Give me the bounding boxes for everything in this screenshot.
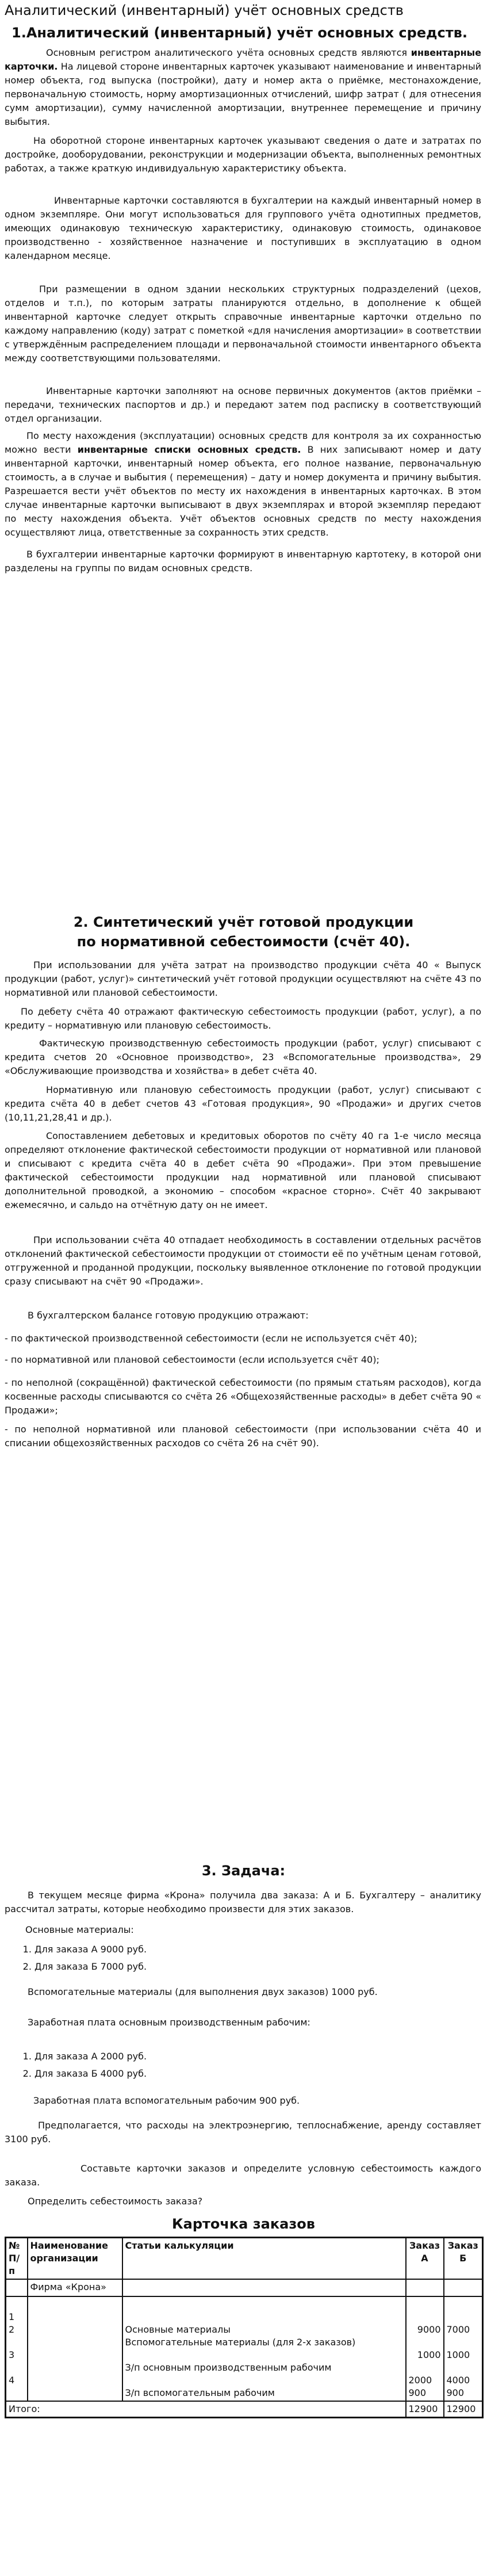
- task-question: Определить себестоимость заказа?: [28, 2196, 203, 2207]
- section1-paragraph-1: [5, 46, 481, 129]
- paragraph-text: В бухгалтерии инвентарные карточки формируют в инвентарную картотеку, в которой они разделены на группы по видам основных средств.: [5, 549, 481, 574]
- firm-name: Фирма «Крона»: [28, 2279, 122, 2296]
- row-item: Основные материалы: [125, 2324, 231, 2335]
- order-a-value: 9000: [417, 2324, 441, 2335]
- section3-heading: 3. Задача:: [201, 1863, 286, 1879]
- table-cell: [122, 2279, 406, 2296]
- aux-materials: Вспомогательные материалы (для выполнения двух заказов) 1000 руб.: [28, 1986, 378, 1997]
- header-order-b: Заказ Б: [444, 2238, 483, 2280]
- order-b-value: 1000: [446, 2349, 470, 2360]
- table-row: [6, 2296, 483, 2401]
- section2-paragraph-4: Нормативную или плановую себестоимость продукции (работ, услуг) списывают с кредита счёта 40 в дебет счетов 43 «Готовая продукция», 90 «Продажи» и других счетов (10,11,21,28,41 и др.).: [5, 1084, 481, 1123]
- table-row: [6, 2279, 483, 2296]
- paragraph-text: Инвентарные карточки составляются в бухгалтерии на каждый инвентарный номер в одном экземпляре. Они могут использоваться для группового учёта однотипных предметов, имеющих одинаковую техническую характеристику, одинаковую стоимость, одинаковое производственно - хозяйственное назначение и поступивших в эксплуатацию в одном календарном месяце.: [5, 195, 481, 261]
- section1-paragraph-6: [5, 429, 481, 540]
- paragraph-text: Основным регистром аналитического учёта основных средств являются: [46, 47, 411, 58]
- section1-paragraph-7: [5, 548, 481, 575]
- section2-heading: [0, 912, 487, 951]
- paragraph-text: В них записывают номер и дату инвентарной карточки, инвентарный номер объекта, его полное название, первоначальную стоимость, а в случае и выбытия ( перемещения) – дату и номер документа и причину выбытия. Разрешается вести учёт объектов по месту их нахождения в инвентарных карточках. В этом случае инвентарные карточки выписывают в двух экземплярах и второй экземпляр передают по месту нахождения объекта. Учёт объектов основных средств по месту нахождения осуществляют лица, ответственные за сохранность этих средств.: [5, 444, 482, 538]
- row-num: 4: [9, 2375, 15, 2386]
- order-b-value: 900: [446, 2387, 465, 2398]
- section1-paragraph-3: [5, 194, 481, 263]
- section2-paragraph-6: При использовании счёта 40 отпадает необходимость в составлении отдельных расчётов отклонений фактической себестоимости продукции от стоимости её по учётным ценам готовой, отгруженной и проданной продукции, поскольку выявленное отклонение по готовой продукции сразу списывают на счёт 90 «Продажи».: [5, 1235, 481, 1287]
- materials-label: Основные материалы:: [25, 1924, 134, 1935]
- row-item: З/п основным производственным рабочим: [125, 2362, 332, 2373]
- task-intro: В текущем месяце фирма «Крона» получила два заказа: А и Б. Бухгалтеру – аналитику рассчитал затраты, которые необходимо произвести для этих заказов.: [5, 1890, 481, 1914]
- total-row: [6, 2401, 483, 2418]
- total-label: Итого:: [6, 2401, 406, 2418]
- bold-term: инвентарные списки основных средств.: [77, 444, 301, 455]
- list-item: 2. Для заказа Б 4000 руб.: [34, 2065, 147, 2082]
- section1-paragraph-5: [5, 384, 481, 426]
- section1-heading: 1.Аналитический (инвентарный) учёт основных средств.: [11, 25, 467, 41]
- aux-wages: Заработная плата вспомогательным рабочим 900 руб.: [33, 2095, 300, 2106]
- order-a-values: [406, 2296, 444, 2401]
- total-order-a: 12900: [406, 2401, 444, 2418]
- balance-item: - по неполной нормативной или плановой себестоимости (при использовании счёта 40 и списании общехозяйственных расходов со счёта 26 на счёт 90).: [5, 1424, 481, 1448]
- total-order-b: 12900: [444, 2401, 483, 2418]
- header-items: Статьи калькуляции: [122, 2238, 406, 2280]
- header-num: № П/п: [6, 2238, 28, 2280]
- section2-paragraph-1: При использовании для учёта затрат на производство продукции счёта 40 « Выпуск продукции (работ, услуг)» синтетический учёт готовой продукции осуществляют на счёте 43 по нормативной или плановой себестоимости.: [5, 960, 481, 998]
- section2-heading-line: 2. Синтетический учёт готовой продукции: [73, 914, 414, 930]
- table-title: Карточка заказов: [172, 2216, 315, 2232]
- section2-paragraph-2: По дебету счёта 40 отражают фактическую себестоимость продукции (работ, услуг), а по кредиту – нормативную или плановую себестоимость.: [5, 1006, 481, 1031]
- balance-item: - по неполной (сокращённой) фактической себестоимости (по прямым статьям расходов), когда косвенные расходы списываются со счёта 26 «Общехозяйственные расходы» в дебет счёта 90 « Продажи»;: [5, 1377, 481, 1416]
- order-a-value: 1000: [417, 2349, 441, 2360]
- order-b-values: [444, 2296, 483, 2401]
- section1-paragraph-2: [5, 134, 481, 175]
- paragraph-text: По месту нахождения (эксплуатации) основных средств для контроля за их сохранностью можно вести: [5, 430, 481, 455]
- section2-paragraph-5: Сопоставлением дебетовых и кредитовых оборотов по счёту 40 га 1-е число месяца определяют отклонение фактической себестоимости продукции от нормативной или плановой и списывают с кредита счёта 40 в дебет счёта 90 «Продажи». При этом превышение фактической себестоимости продукции над нормативной или плановой списывают дополнительной проводкой, а экономию – способом «красное сторно». Счёт 40 закрывают ежемесячно, и сальдо на отчётную дату он не имеет.: [5, 1130, 481, 1210]
- order-a-value: 900: [408, 2387, 427, 2398]
- bold-term: инвентарные карточки.: [5, 47, 481, 72]
- table-cell: [444, 2279, 483, 2296]
- balance-item: - по фактической производственной себестоимости (если не используется счёт 40);: [5, 1333, 417, 1344]
- overhead: Предполагается, что расходы на электроэнергию, теплоснабжение, аренду составляет 3100 руб.: [5, 2120, 481, 2145]
- row-item: З/п вспомогательным рабочим: [125, 2387, 275, 2398]
- document-title: Аналитический (инвентарный) учёт основных средств: [5, 2, 404, 18]
- table-cell: [6, 2279, 28, 2296]
- section2-paragraph-3: Фактическую производственную себестоимость продукции (работ, услуг) списывают с кредита счетов 20 «Основное производство», 23 «Вспомогательные производства», 29 «Обслуживающие производства и хозяйства» в дебет счёта 40.: [5, 1038, 481, 1076]
- balance-item: - по нормативной или плановой себестоимости (если используется счёт 40);: [5, 1354, 379, 1365]
- header-order-a: Заказ А: [406, 2238, 444, 2280]
- row-num: 1: [9, 2311, 15, 2322]
- order-b-value: 7000: [446, 2324, 470, 2335]
- order-a-value: 2000: [408, 2375, 432, 2386]
- row-num: 3: [9, 2349, 15, 2360]
- section1-paragraph-4: [5, 282, 481, 365]
- list-item: 1. Для заказа А 9000 руб.: [34, 1941, 147, 1958]
- task-statement: Составьте карточки заказов и определите условную себестоимость каждого заказа.: [5, 2163, 481, 2188]
- paragraph-text: При размещении в одном здании нескольких структурных подразделений (цехов, отделов и т.п.), по которым затраты планируются отдельно, в дополнение к общей инвентарной карточке следует открыть справочные инвентарные карточки отдельно по каждому направлению (коду) затрат с пометкой «для начисления амортизации» в соответствии с утверждённым распределением площади и первоначальной стоимости инвентарного объекта между соответствующими пользователями.: [5, 284, 481, 364]
- section2-heading-line: по нормативной себестоимости (счёт 40).: [76, 934, 411, 950]
- table-cell: [28, 2296, 122, 2401]
- table-header-row: [6, 2238, 483, 2280]
- row-item: Вспомогательные материалы (для 2-х заказов): [125, 2337, 356, 2348]
- table-cell: [406, 2279, 444, 2296]
- row-items: [122, 2296, 406, 2401]
- paragraph-text: На оборотной стороне инвентарных карточек указывают сведения о дате и затратах по достройке, дооборудовании, реконструкции и модернизации объекта, выполненных ремонтных работах, а также краткую индивидуальную характеристику объекта.: [5, 135, 481, 174]
- header-org: Наименование организации: [28, 2238, 122, 2280]
- paragraph-text: На лицевой стороне инвентарных карточек указывают наименование и инвентарный номер объекта, год выпуска (постройки), дату и номер акта о приёмке, местонахождение, первоначальную стоимость, норму амортизационных отчислений, шифр затрат ( для отнесения сумм амортизации), сумму начисленной амортизации, внутреннее перемещение и причину выбытия.: [5, 61, 481, 127]
- balance-intro: В бухгалтерском балансе готовую продукцию отражают:: [28, 1310, 309, 1321]
- list-item: 1. Для заказа А 2000 руб.: [34, 2048, 147, 2065]
- list-item: 2. Для заказа Б 7000 руб.: [34, 1958, 147, 1975]
- wages-label: Заработная плата основным производственным рабочим:: [28, 2017, 310, 2028]
- row-numbers: [6, 2296, 28, 2401]
- wages-list: [5, 2048, 147, 2082]
- materials-list: [5, 1941, 147, 1975]
- order-b-value: 4000: [446, 2375, 470, 2386]
- row-num: 2: [9, 2324, 15, 2335]
- order-cards-table: [5, 2237, 484, 2418]
- paragraph-text: Инвентарные карточки заполняют на основе первичных документов (актов приёмки – передачи, технических паспортов и др.) и передают затем под расписку в соответствующий отдел организации.: [5, 385, 481, 424]
